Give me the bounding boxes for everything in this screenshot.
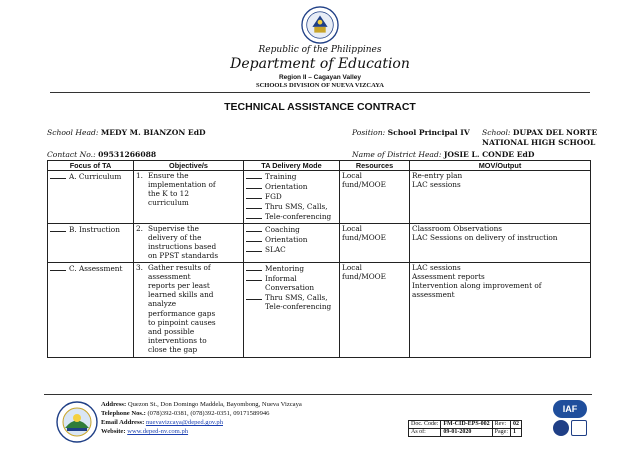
header-divider [50, 92, 590, 93]
republic-heading: Republic of the Philippines [258, 45, 382, 55]
division-heading: SCHOOLS DIVISION OF NUEVA VIZCAYA [256, 82, 384, 89]
district-head-info: Name of District Head: JOSIE L. CONDE EdD [352, 150, 535, 159]
mode-cell: Coaching Orientation SLAC [244, 224, 340, 263]
division-seal-icon [56, 401, 98, 443]
focus-cell: C. Assessment [48, 263, 134, 358]
asof-label: As of: [409, 429, 441, 437]
position-info: Position: School Principal IV [352, 128, 470, 137]
document-title: TECHNICAL ASSISTANCE CONTRACT [224, 101, 416, 113]
asof-value: 09-01-2020 [441, 429, 492, 437]
checkbox-blank[interactable] [246, 244, 262, 252]
rev-value: 02 [511, 421, 522, 429]
objective-cell: 1. Ensure the implementation of the K to 12 curriculum [134, 171, 244, 224]
doc-control-table [408, 420, 522, 437]
checkbox-blank[interactable] [50, 263, 66, 271]
website-link[interactable]: www.deped-nv.com.ph [127, 428, 189, 435]
mov-cell: Re-entry plan LAC sessions [410, 171, 591, 224]
iaf-logo-icon: IAF [553, 400, 587, 418]
footer-website: Website: www.deped-nv.com.ph [101, 428, 189, 435]
page-value: 1 [511, 429, 522, 437]
resources-cell: Local fund/MOOE [340, 171, 410, 224]
footer-email: Email Address: nuevavizcaya@deped.gov.ph [101, 419, 223, 426]
doc-code-value: FM-CID-EPS-002 [441, 421, 492, 429]
checkbox-blank[interactable] [246, 191, 262, 199]
mov-cell: LAC sessions Assessment reports Intervention along improvement of assessment [410, 263, 591, 358]
mode-cell: Training Orientation FGD Thru SMS, Calls, Tele-conferencing [244, 171, 340, 224]
header-focus: Focus of TA [48, 161, 134, 171]
rev-label: Rev: [492, 421, 510, 429]
checkbox-blank[interactable] [246, 263, 262, 271]
table-row [48, 224, 591, 263]
contact-info: Contact No.: 09531266088 [47, 150, 157, 159]
header-resources: Resources [340, 161, 410, 171]
checkbox-blank[interactable] [50, 171, 66, 179]
table-row [48, 171, 591, 224]
footer-address: Address: Quezon St., Don Domingo Maddela, Bayombong, Nueva Vizcaya [101, 401, 302, 408]
header-delivery-mode: TA Delivery Mode [244, 161, 340, 171]
department-heading: Department of Education [230, 56, 410, 72]
school-info: School: DUPAX DEL NORTE [482, 128, 598, 137]
focus-cell: A. Curriculum [48, 171, 134, 224]
header-mov: MOV/Output [410, 161, 591, 171]
resources-cell: Local fund/MOOE [340, 263, 410, 358]
checkbox-blank[interactable] [246, 201, 262, 209]
school-head-info: School Head: MEDY M. BIANZON EdD [47, 128, 206, 137]
table-row [48, 263, 591, 358]
footer-divider [44, 394, 592, 395]
checkbox-blank[interactable] [246, 292, 262, 300]
ta-table [47, 160, 591, 358]
objective-cell: 2. Supervise the delivery of the instructions based on PPST standards [134, 224, 244, 263]
checkbox-blank[interactable] [246, 181, 262, 189]
doc-code-label: Doc. Code: [409, 421, 441, 429]
resources-cell: Local fund/MOOE [340, 224, 410, 263]
mode-cell: Mentoring Informal Conversation Thru SMS, Calls, Tele-conferencing [244, 263, 340, 358]
cert-badge-icon [553, 420, 569, 436]
focus-cell: B. Instruction [48, 224, 134, 263]
checkbox-blank[interactable] [246, 171, 262, 179]
header-objectives: Objective/s [134, 161, 244, 171]
checkbox-blank[interactable] [50, 224, 66, 232]
checkbox-blank[interactable] [246, 211, 262, 219]
page-label: Page: [492, 429, 510, 437]
checkbox-blank[interactable] [246, 273, 262, 281]
mov-cell: Classroom Observations LAC Sessions on delivery of instruction [410, 224, 591, 263]
objective-cell: 3. Gather results of assessment reports per least learned skills and analyze performance gaps to pinpoint causes and possible interventions to close the gap [134, 263, 244, 358]
footer-telephone: Telephone Nos.: (078)392-0381, (078)392-0351, 09171589946 [101, 410, 270, 417]
cert-mark-icon [571, 420, 587, 436]
table-header-row [48, 161, 591, 171]
deped-seal-icon [301, 6, 339, 44]
checkbox-blank[interactable] [246, 234, 262, 242]
school-info-line2: NATIONAL HIGH SCHOOL [482, 138, 596, 147]
region-heading: Region II – Cagayan Valley [278, 74, 361, 81]
checkbox-blank[interactable] [246, 224, 262, 232]
email-link[interactable]: nuevavizcaya@deped.gov.ph [145, 419, 223, 426]
